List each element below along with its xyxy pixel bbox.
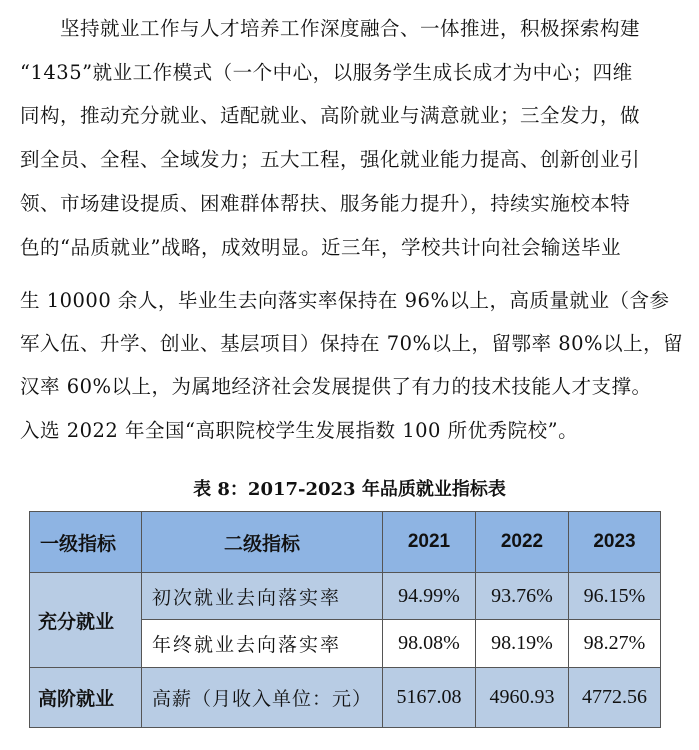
value-cell: 4772.56 bbox=[569, 668, 661, 728]
header-year-2023: 2023 bbox=[569, 512, 661, 573]
value-cell: 98.19% bbox=[476, 620, 569, 668]
header-level1: 一级指标 bbox=[30, 512, 142, 573]
paragraph-line: 到全员、全程、全域发力；五大工程，强化就业能力提高、创新创业引 bbox=[20, 148, 641, 171]
paragraph-line: 入选 2022 年全国“高职院校学生发展指数 100 所优秀院校”。 bbox=[20, 419, 579, 442]
category-cell: 高阶就业 bbox=[30, 668, 142, 728]
paragraph-line: 生 10000 余人，毕业生去向落实率保持在 96%以上，高质量就业（含参 bbox=[20, 289, 670, 312]
value-cell: 98.08% bbox=[383, 620, 476, 668]
table-row bbox=[30, 668, 661, 728]
employment-indicator-table bbox=[29, 511, 661, 728]
table-caption: 表 8：2017-2023 年品质就业指标表 bbox=[193, 479, 506, 500]
header-year-2021: 2021 bbox=[383, 512, 476, 573]
header-year-2022: 2022 bbox=[476, 512, 569, 573]
category-cell: 充分就业 bbox=[30, 573, 142, 668]
paragraph-line: 色的“品质就业”战略，成效明显。近三年，学校共计向社会输送毕业 bbox=[20, 236, 621, 259]
value-cell: 93.76% bbox=[476, 573, 569, 620]
value-cell: 94.99% bbox=[383, 573, 476, 620]
paragraph-line: 同构，推动充分就业、适配就业、高阶就业与满意就业；三全发力，做 bbox=[20, 104, 641, 127]
table-header-row bbox=[30, 512, 661, 573]
paragraph-line: 军入伍、升学、创业、基层项目）保持在 70%以上，留鄂率 80%以上，留 bbox=[20, 332, 684, 355]
paragraph-line: “1435”就业工作模式（一个中心，以服务学生成长成才为中心；四维 bbox=[20, 61, 633, 84]
indicator-cell: 初次就业去向落实率 bbox=[142, 573, 383, 620]
indicator-cell: 年终就业去向落实率 bbox=[142, 620, 383, 668]
value-cell: 96.15% bbox=[569, 573, 661, 620]
value-cell: 4960.93 bbox=[476, 668, 569, 728]
table-row bbox=[30, 573, 661, 620]
header-level2: 二级指标 bbox=[142, 512, 383, 573]
paragraph-line: 汉率 60%以上，为属地经济社会发展提供了有力的技术技能人才支撑。 bbox=[20, 375, 652, 398]
paragraph-line: 坚持就业工作与人才培养工作深度融合、一体推进，积极探索构建 bbox=[20, 17, 641, 40]
paragraph-line: 领、市场建设提质、困难群体帮扶、服务能力提升），持续实施校本特 bbox=[20, 192, 631, 215]
value-cell: 5167.08 bbox=[383, 668, 476, 728]
indicator-cell: 高薪（月收入单位：元） bbox=[142, 668, 383, 728]
value-cell: 98.27% bbox=[569, 620, 661, 668]
